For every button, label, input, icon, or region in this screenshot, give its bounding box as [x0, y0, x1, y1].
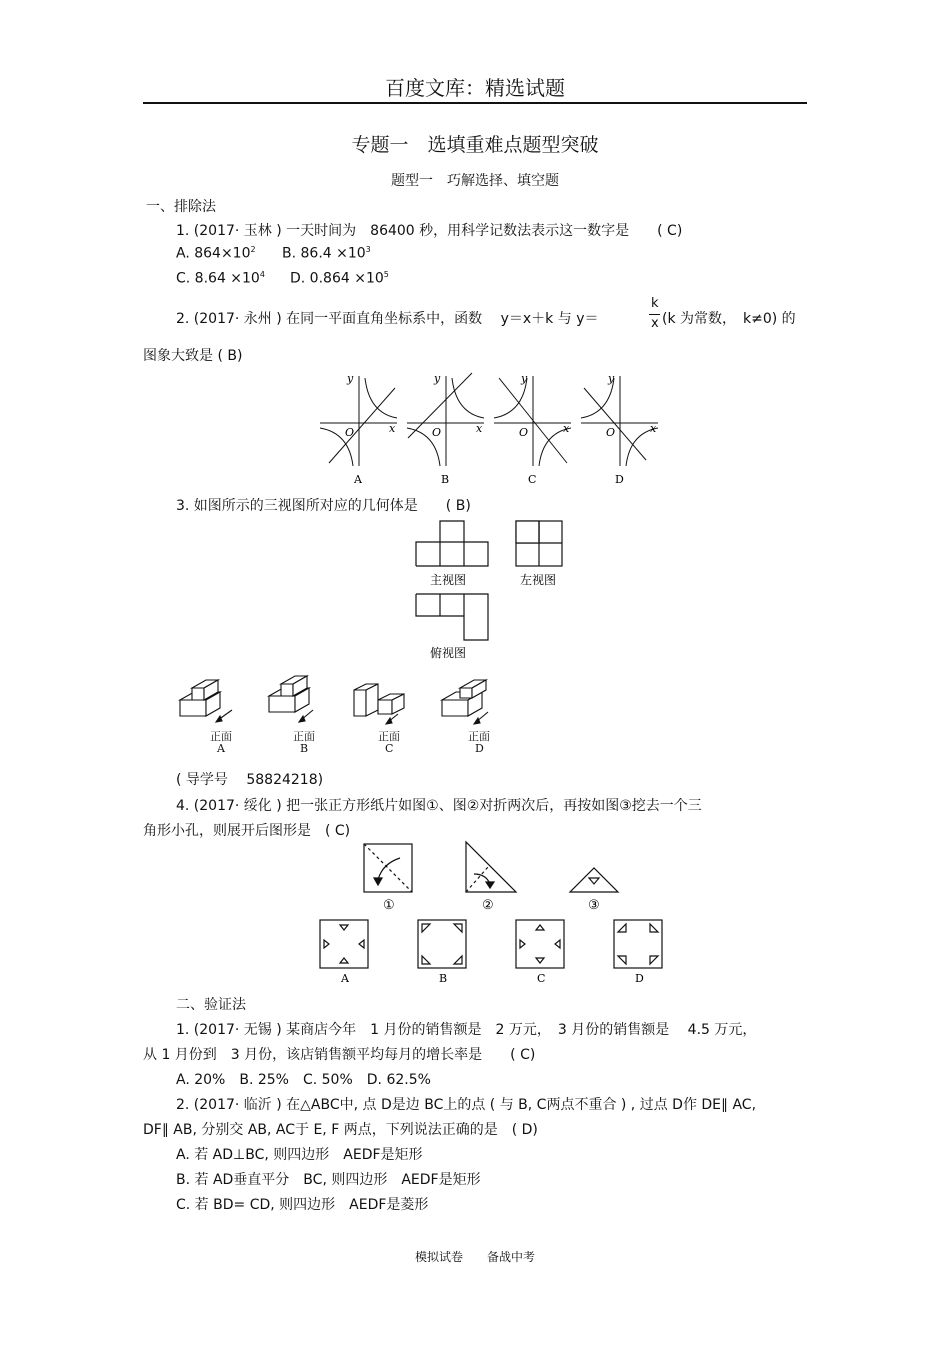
option-label: B	[300, 742, 309, 755]
q2-graph-options	[315, 368, 665, 486]
q3-solid-b	[269, 676, 315, 755]
left-view-caption: 左视图	[520, 573, 557, 587]
option-label: D	[635, 972, 644, 985]
q2-stem-line2: 图象大致是 ( B)	[143, 348, 243, 364]
q2-graph-c	[494, 372, 571, 486]
origin-label: O	[432, 426, 442, 439]
q3-stem: 3. 如图所示的三视图所对应的几何体是 ( B)	[176, 498, 471, 514]
q2-graph-d	[581, 372, 658, 486]
line-graph	[329, 388, 395, 463]
q4-figures	[310, 840, 680, 988]
origin-label: O	[345, 426, 355, 439]
front-label: 正面	[293, 730, 315, 743]
q1-option-d-exponent: 5	[383, 270, 389, 279]
q2-fraction-bar	[649, 314, 660, 315]
q2-graph-b	[407, 372, 484, 486]
step-label: ②	[482, 898, 494, 913]
q2-stem-right: (k 为常数， k≠0) 的	[662, 311, 796, 327]
q1-option-d-text: D. 0.864 ×10	[290, 270, 384, 287]
q4-stem-line2: 角形小孔，则展开后图形是 ( C)	[143, 823, 351, 839]
q1-option-b	[282, 245, 371, 262]
line-graph	[584, 388, 646, 460]
section2-heading: 二、验证法	[176, 997, 246, 1013]
s2-q2-option-b: B. 若 AD垂直平分 BC, 则四边形 AEDF是矩形	[176, 1172, 481, 1188]
origin-label: O	[519, 426, 529, 439]
hyperbola-branch	[365, 378, 397, 418]
x-axis-label: x	[389, 422, 396, 435]
q1-option-c-exponent: 4	[259, 270, 265, 279]
graph-label: A	[354, 473, 362, 486]
q1-option-b-text: B. 86.4 ×10	[282, 245, 366, 262]
y-axis-label: y	[521, 372, 528, 385]
q1-option-a	[176, 245, 256, 262]
q2-graph-a	[320, 372, 397, 486]
x-axis-label: x	[476, 422, 483, 435]
q2-fraction-numerator: k	[651, 296, 659, 311]
s2-q2-option-a: A. 若 AD⊥BC, 则四边形 AEDF是矩形	[176, 1147, 423, 1163]
s2-q2-line2: DF∥ AB, 分别交 AB, AC于 E, F 两点，下列说法正确的是 ( D)	[143, 1122, 538, 1138]
option-label: A	[217, 742, 225, 755]
option-label: C	[385, 742, 394, 755]
graph-label: C	[528, 473, 537, 486]
front-label: 正面	[468, 730, 490, 743]
hyperbola-branch	[452, 378, 484, 418]
q1-option-c-text: C. 8.64 ×10	[176, 270, 260, 287]
q4-option-d	[614, 920, 662, 968]
option-label: D	[475, 742, 484, 755]
subtitle: 题型一 巧解选择、填空题	[391, 173, 559, 189]
s2-q1-line1: 1. (2017· 无锡 ) 某商店今年 1 月份的销售额是 2 万元， 3 月份的销售额是 4.5 万元，	[176, 1022, 757, 1038]
q1-option-d	[290, 270, 389, 287]
q4-stem-line1: 4. (2017· 绥化 ) 把一张正方形纸片如图①、图②对折两次后，再按如图③挖去一个三	[176, 798, 702, 814]
y-axis-label: y	[608, 372, 615, 385]
q3-solid-options	[170, 670, 510, 758]
q3-solid-c	[354, 684, 404, 755]
q4-option-a	[320, 920, 368, 968]
origin-label: O	[606, 426, 616, 439]
q1-option-a-exponent: 2	[250, 245, 256, 254]
option-label: B	[439, 972, 448, 985]
graph-label: B	[441, 473, 450, 486]
q1-option-a-text: A. 864×10	[176, 245, 251, 262]
header-title: 百度文库：精选试题	[385, 76, 565, 100]
s2-q2-option-c: C. 若 BD= CD, 则四边形 AEDF是菱形	[176, 1197, 429, 1213]
q2-stem-left: 2. (2017· 永州 ) 在同一平面直角坐标系中，函数 y＝x＋k 与 y＝	[176, 311, 599, 327]
q4-option-c	[516, 920, 564, 968]
x-axis-label: x	[650, 422, 657, 435]
option-label: A	[341, 972, 349, 985]
section1-heading: 一、排除法	[146, 199, 216, 215]
q4-step-1	[364, 844, 412, 892]
q3-solid-d	[442, 680, 490, 755]
q2-fraction-denominator: x	[651, 316, 659, 331]
q3-guide-number: ( 导学号 58824218)	[176, 772, 324, 788]
front-label: 正面	[378, 730, 400, 743]
left-view-figure	[516, 521, 562, 566]
q4-step-3	[570, 868, 618, 892]
topic-title: 专题一 选填重难点题型突破	[351, 134, 599, 156]
s2-q1-line2: 从 1 月份到 3 月份，该店销售额平均每月的增长率是 ( C)	[143, 1047, 536, 1063]
q3-three-views	[408, 518, 578, 663]
front-view-caption: 主视图	[430, 573, 467, 587]
top-view-caption: 俯视图	[430, 646, 467, 660]
q4-step-2	[466, 842, 516, 892]
header-divider	[143, 102, 807, 104]
s2-q1-options: A. 20% B. 25% C. 50% D. 62.5%	[176, 1072, 431, 1088]
s2-q2-line1: 2. (2017· 临沂 ) 在△ABC中, 点 D是边 BC上的点 ( 与 B, C两点不重合 ) , 过点 D作 DE∥ AC,	[176, 1097, 757, 1113]
graph-label: D	[615, 473, 624, 486]
page-footer: 模拟试卷 备战中考	[414, 1250, 535, 1264]
y-axis-label: y	[434, 372, 441, 385]
q1-option-c	[176, 270, 265, 287]
front-label: 正面	[210, 730, 232, 743]
q1-option-b-exponent: 3	[365, 245, 371, 254]
step-label: ①	[383, 898, 395, 913]
top-view-figure	[416, 594, 488, 640]
q4-option-b	[418, 920, 466, 968]
step-label: ③	[588, 898, 600, 913]
x-axis-label: x	[563, 422, 570, 435]
y-axis-label: y	[347, 372, 354, 385]
front-view-figure	[416, 521, 488, 566]
q3-solid-a	[180, 680, 232, 755]
q1-stem: 1. (2017· 玉林 ) 一天时间为 86400 秒，用科学记数法表示这一数字是 ( C)	[176, 223, 683, 239]
option-label: C	[537, 972, 546, 985]
